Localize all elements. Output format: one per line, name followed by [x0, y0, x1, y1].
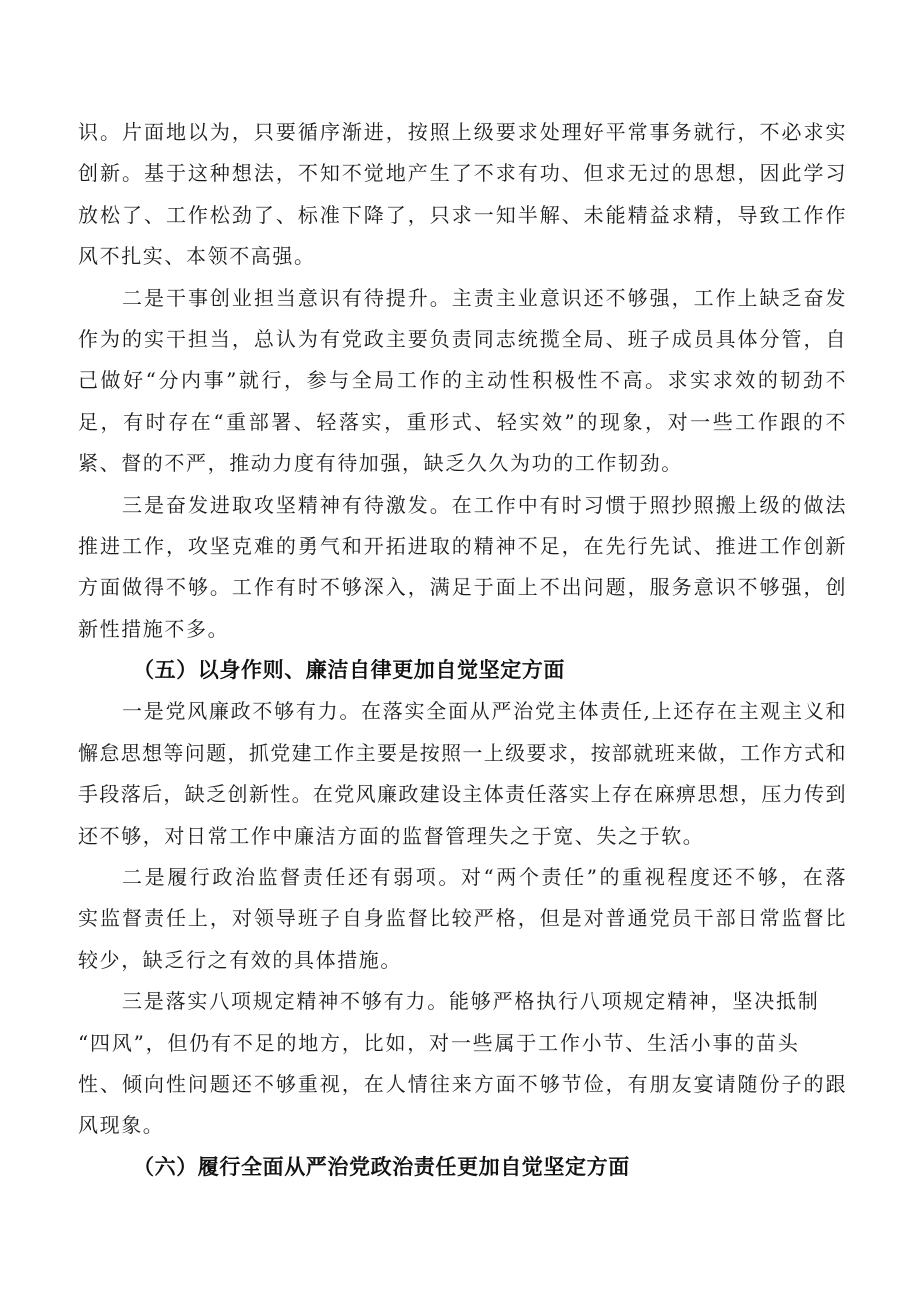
paragraph	[78, 857, 846, 981]
paragraph-line: 实监督责任上，对领导班子自身监督比较严格，但是对普通党员干部日常监督比	[78, 906, 846, 931]
paragraph-line: 二是干事创业担当意识有待提升。主责主业意识还不够强，工作上缺乏奋发	[122, 285, 846, 310]
paragraph-line: 紧、督的不严，推动力度有待加强，缺乏久久为功的工作韧劲。	[78, 451, 683, 476]
paragraph-line: “四风”，但仍有不足的地方，比如，对一些属于工作小节、生活小事的苗头	[78, 1030, 800, 1055]
paragraph-line: 手段落后，缺乏创新性。在党风廉政建设主体责任落实上存在麻痹思想，压力传到	[78, 782, 846, 807]
document-body	[78, 112, 846, 1188]
paragraph-line: 风现象。	[78, 1113, 165, 1138]
paragraph	[78, 485, 846, 651]
section-heading: （六）履行全面从严治党政治责任更加自觉坚定方面	[133, 1154, 630, 1179]
paragraph-line: 作为的实干担当，总认为有党政主要负责同志统揽全局、班子成员具体分管，自	[78, 326, 846, 351]
paragraph-line: 懈怠思想等问题，抓党建工作主要是按照一上级要求，按部就班来做，工作方式和	[78, 740, 846, 765]
paragraph-line: 新性措施不多。	[78, 616, 230, 641]
paragraph-line: 方面做得不够。工作有时不够深入，满足于面上不出问题，服务意识不够强，创	[78, 575, 846, 600]
paragraph-line: 三是奋发进取攻坚精神有待激发。在工作中有时习惯于照抄照搬上级的做法	[122, 492, 846, 517]
paragraph-line: 三是落实八项规定精神不够有力。能够严格执行八项规定精神，坚决抵制	[122, 989, 820, 1014]
paragraph	[78, 691, 846, 857]
paragraph-line: 较少，缺乏行之有效的具体措施。	[78, 947, 402, 972]
paragraph	[78, 112, 846, 278]
paragraph	[78, 981, 846, 1147]
paragraph-line: 推进工作，攻坚克难的勇气和开拓进取的精神不足，在先行先试、推进工作创新	[78, 533, 846, 558]
paragraph-line: 放松了、工作松劲了、标准下降了，只求一知半解、未能精益求精，导致工作作	[78, 202, 846, 227]
paragraph-line: 己做好“分内事”就行，参与全局工作的主动性积极性不高。求实求效的韧劲不	[78, 368, 846, 393]
section-heading: （五）以身作则、廉洁自律更加自觉坚定方面	[133, 658, 565, 683]
paragraph-line: 足，有时存在“重部署、轻落实，重形式、轻实效”的现象，对一些工作跟的不	[78, 409, 846, 434]
paragraph-line: 创新。基于这种想法，不知不觉地产生了不求有功、但求无过的思想，因此学习	[78, 161, 846, 186]
paragraph	[78, 278, 846, 485]
paragraph-line: 一是党风廉政不够有力。在落实全面从严治党主体责任,上还存在主观主义和	[122, 699, 846, 724]
paragraph-line: 风不扎实、本领不高强。	[78, 244, 316, 269]
paragraph-line: 二是履行政治监督责任还有弱项。对“两个责任”的重视程度还不够，在落	[122, 865, 846, 890]
paragraph-line: 还不够，对日常工作中廉洁方面的监督管理失之于宽、失之于软。	[78, 823, 705, 848]
paragraph-line: 识。片面地以为，只要循序渐进，按照上级要求处理好平常事务就行，不必求实	[78, 120, 846, 144]
paragraph-line: 性、倾向性问题还不够重视，在人情往来方面不够节俭，有朋友宴请随份子的跟	[78, 1071, 846, 1096]
